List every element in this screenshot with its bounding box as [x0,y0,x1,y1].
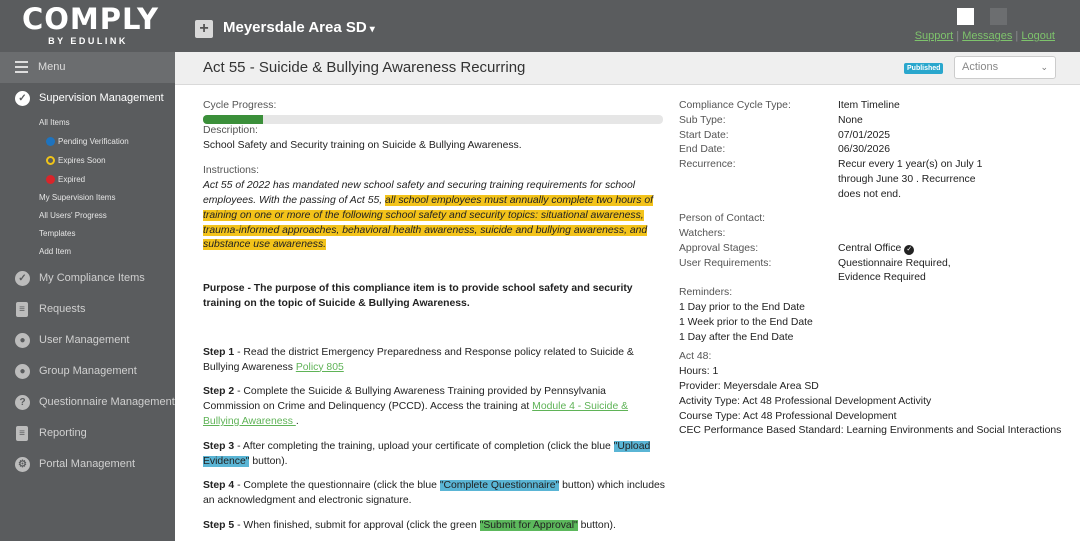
field-label: Watchers: [679,227,726,239]
support-link[interactable]: Support [914,30,954,42]
act48-hours: Hours: 1 [679,366,719,378]
nav-reporting[interactable] [0,418,175,449]
sub-add-item[interactable]: Add Item [39,247,72,256]
cycle-progress-fill [203,115,263,124]
gear-icon: ⚙ [15,457,30,472]
field-value: Recur every 1 year(s) on July 1 through June 30 . Recurrence does not end. [838,159,983,200]
watchers-row [679,227,1074,242]
item-metadata [679,99,1074,439]
field-value: 07/01/2025 [838,129,891,141]
top-links [915,30,1055,42]
chevron-down-icon: ⌄ [1040,62,1048,72]
notification-box[interactable] [990,8,1007,25]
step-5 [203,519,665,534]
user-avatar-box[interactable] [957,8,974,25]
complete-questionnaire-highlight: "Complete Questionnaire" [439,480,560,492]
blue-status-dot-icon [46,137,55,146]
act48-activity-type: Activity Type: Act 48 Professional Development Activity [679,395,932,407]
step-2 [203,385,665,429]
req-2: Evidence Required [838,272,926,284]
check-circle-icon: ✓ [15,271,30,286]
cycle-progress-label: Cycle Progress: [203,100,277,111]
nav-label: Reporting [39,427,87,439]
recurrence-row [679,158,1074,203]
field-value [838,257,1038,287]
status-badge: Published [904,63,943,74]
comply-logo[interactable] [22,2,160,47]
step-3 [203,440,665,470]
nav-requests[interactable] [0,294,175,325]
step-label: Step 3 [203,440,235,452]
messages-link[interactable]: Messages [962,30,1013,42]
purpose-text: Purpose - The purpose of this compliance item is to provide school safety and security training on the topic of Suicide & Bullying Awareness. [203,283,633,309]
approval-row [679,242,1074,257]
link-separator: | [953,30,963,42]
field-label: User Requirements: [679,257,772,269]
step-label: Step 5 [203,519,235,531]
sub-my-supervision-items[interactable]: My Supervision Items [39,193,116,202]
field-value: Item Timeline [838,100,900,111]
step-text: - Complete the Suicide & Bullying Awareness Training provided by Pennsylvania Commission on Crime and Delinquency (PCCD). Access the training at [203,386,606,413]
sub-label: Expired [58,175,86,184]
nav-label: Requests [39,303,86,315]
contact-row [679,212,1074,227]
cycle-type-row [679,99,1074,114]
req-1: Questionnaire Required, [838,257,951,269]
act48-cec-standard: CEC Performance Based Standard: Learning Environments and Social Interactions [679,425,1062,437]
field-value [838,242,1038,257]
instructions-highlight: all school employees must annually complete two hours of training on one or more of the following school safety and security topics: situational awareness, trauma-informed approaches, behavioral health awareness, suicide and bullying awareness, and substance use awareness. [203,194,654,251]
field-label: Person of Contact: [679,213,766,225]
field-label: Approval Stages: [679,242,759,254]
list-icon [15,61,28,73]
reminders-label: Reminders: [679,287,733,299]
question-icon: ? [15,395,30,410]
logo-subtext: BY EDULINK [48,36,128,46]
sub-label: Pending Verification [58,137,129,146]
sub-pending-verification[interactable] [0,132,175,151]
description-label: Description: [203,124,258,136]
red-status-dot-icon [46,175,55,184]
user-icon: ● [15,333,30,348]
step-text: - Complete the questionnaire (click the blue [234,480,440,492]
nav-label: Group Management [39,365,137,377]
step-label: Step 2 [203,386,235,398]
sub-label: Expires Soon [58,156,106,165]
step-text: - Read the district Emergency Preparedness and Response policy related to Suicide & Bullying Awareness [203,346,634,373]
sub-templates[interactable]: Templates [39,229,76,238]
instructions-label: Instructions: [203,165,260,177]
nav-portal-management[interactable] [0,449,175,480]
field-label: Recurrence: [679,159,736,171]
nav-questionnaire-management[interactable] [0,387,175,418]
yellow-status-dot-icon [46,156,55,165]
user-req-row [679,257,1074,287]
step-label: Step 1 [203,346,235,358]
description-text: School Safety and Security training on Suicide & Bullying Awareness. [203,139,522,151]
check-circle-icon: ✓ [15,91,30,106]
act48-provider: Provider: Meyersdale Area SD [679,380,819,392]
org-selector[interactable] [223,19,375,36]
nav-label: My Compliance Items [39,272,145,284]
chevron-down-icon: ▾ [369,24,375,35]
reminder-item: 1 Day after the End Date [679,331,794,343]
field-label: Compliance Cycle Type: [679,100,791,111]
page-title: Act 55 - Suicide & Bullying Awareness Recurring [203,59,526,76]
cycle-progress-bar [203,115,663,124]
instructions-text [203,179,665,253]
top-bar [0,0,1080,52]
sub-all-users-progress[interactable]: All Users' Progress [39,211,107,220]
menu-label: Menu [38,61,66,73]
add-org-button[interactable]: + [195,20,213,38]
check-circle-icon: ✓ [904,245,914,255]
nav-label: Portal Management [39,458,135,470]
step-label: Step 4 [203,480,235,492]
approval-value: Central Office [838,242,902,254]
logo-text: COMPLY [22,2,160,36]
nav-label: Supervision Management [39,92,164,104]
nav-label: Questionnaire Management [39,396,175,408]
submit-approval-highlight: "Submit for Approval" [479,519,578,531]
menu-toggle[interactable] [0,52,175,83]
nav-my-compliance-items[interactable] [0,263,175,294]
step-text: - When finished, submit for approval (click the green [234,519,480,531]
logout-link[interactable]: Logout [1021,30,1055,42]
nav-supervision-management[interactable] [0,83,175,114]
sidebar [0,52,175,541]
item-details [203,99,665,534]
sub-expired[interactable] [0,170,175,189]
step-end: button). [249,455,288,467]
step-4 [203,479,665,509]
step-end: button). [577,519,616,531]
end-date-row [679,143,1074,158]
actions-label: Actions [962,61,999,73]
document-icon: ≡ [16,302,28,317]
step-end: . [295,415,299,427]
page-header [175,52,1080,85]
act48-label: Act 48: [679,351,712,363]
policy-805-link[interactable]: Policy 805 [295,361,344,373]
field-label: Sub Type: [679,114,726,126]
reminder-item: 1 Day prior to the End Date [679,301,805,313]
upload-evidence-highlight: "Upload Evidence" [203,440,651,467]
nav-user-management[interactable] [0,325,175,356]
nav-label: User Management [39,334,130,346]
step-1 [203,346,665,376]
field-label: Start Date: [679,129,729,141]
start-date-row [679,129,1074,144]
sub-expires-soon[interactable] [0,151,175,170]
field-label: End Date: [679,144,726,156]
field-value: None [838,114,863,126]
reminder-item: 1 Week prior to the End Date [679,316,813,328]
group-icon: ● [15,364,30,379]
actions-dropdown[interactable] [954,56,1056,79]
step-text: - After completing the training, upload your certificate of completion (click the blue [234,440,614,452]
link-separator: | [1012,30,1022,42]
org-name: Meyersdale Area SD [223,19,367,36]
module-4-link[interactable]: Module 4 - Suicide & Bullying Awareness [203,401,629,427]
report-icon: ≡ [16,426,28,441]
instructions-intro: Act 55 of 2022 has mandated new school safety and securing training requirements for school employees. With the passing of Act 55, [203,180,636,206]
act48-course-type: Course Type: Act 48 Professional Development [679,410,897,422]
sub-type-row [679,114,1074,129]
sub-all-items[interactable]: All Items [39,118,70,127]
nav-group-management[interactable] [0,356,175,387]
step-end: button) which includes an acknowledgment and electronic signature. [203,480,665,507]
field-value: 06/30/2026 [838,144,891,156]
